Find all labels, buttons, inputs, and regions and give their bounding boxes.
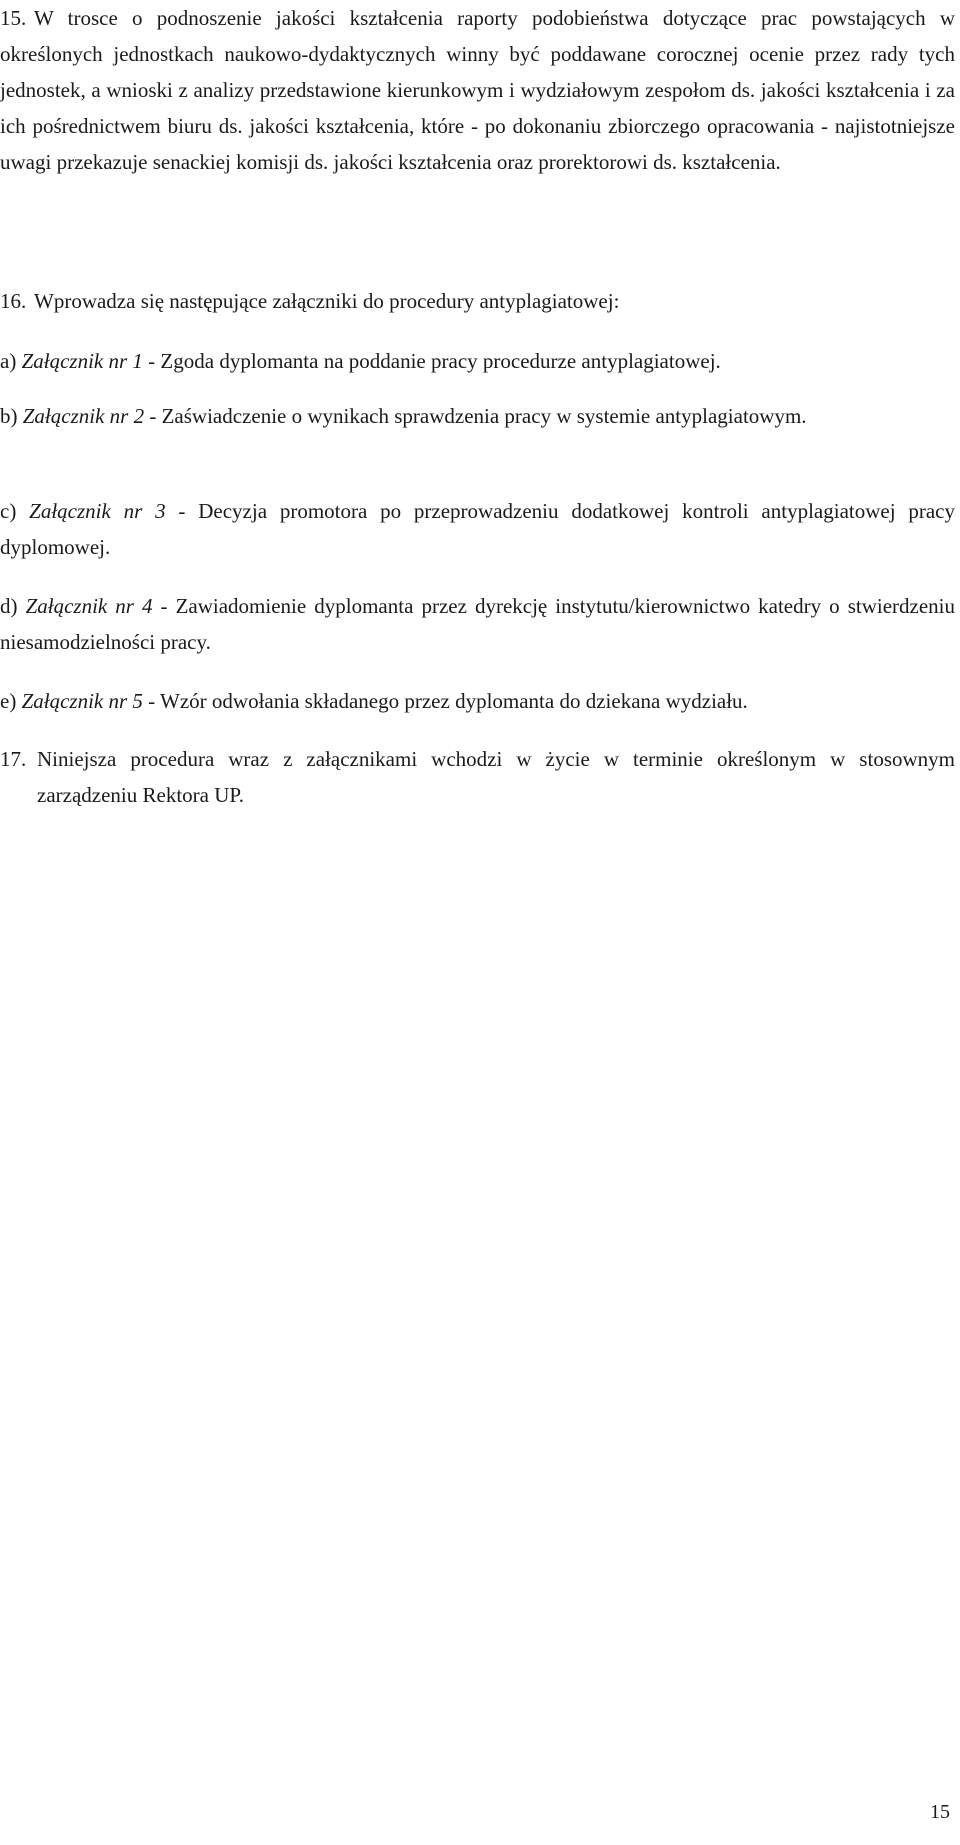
section-16	[0, 283, 955, 319]
attachment-a-label: Załącznik nr 1	[21, 349, 143, 373]
attachment-d-text: - Zawiadomienie dyplomanta przez dyrekcję instytutu/kierownictwo katedry o stwierdzeniu niesamodzielności pracy.	[0, 594, 956, 654]
attachment-c	[0, 493, 955, 565]
section-15	[0, 0, 955, 180]
attachment-c-letter: c)	[0, 499, 17, 523]
attachment-c-text: - Decyzja promotora po przeprowadzeniu dodatkowej kontroli antyplagiatowej pracy dyplomowej.	[0, 499, 955, 559]
attachment-b-label: Załącznik nr 2	[22, 404, 145, 428]
attachment-b	[0, 398, 955, 434]
page-number: 15	[930, 1801, 950, 1823]
attachment-d-label: Załącznik nr 4	[25, 594, 153, 618]
attachment-a-letter: a)	[0, 349, 17, 373]
attachment-e-letter: e)	[0, 689, 17, 713]
section-15-text: W trosce o podnoszenie jakości kształcenia raporty podobieństwa dotyczące prac powstających w określonych jednostkach naukowo-dydaktycznych winny być poddawane corocznej ocenie przez rady tych jednostek, a wnioski z analizy przedstawione kierunkowym i wydziałowym zespołom ds. jakości kształcenia i za ich pośrednictwem biuru ds. jakości kształcenia, które - po dokonaniu zbiorczego opracowania - najistotniejsze uwagi przekazuje senackiej komisji ds. jakości kształcenia oraz prorektorowi ds. kształcenia.	[0, 6, 955, 174]
section-17-number: 17.	[0, 747, 27, 771]
section-16-text: Wprowadza się następujące załączniki do procedury antyplagiatowej:	[34, 289, 620, 313]
attachment-b-letter: b)	[0, 404, 18, 428]
section-17	[0, 741, 955, 813]
attachment-e	[0, 683, 955, 719]
attachment-e-label: Załącznik nr 5	[21, 689, 143, 713]
attachment-d-letter: d)	[0, 594, 18, 618]
attachment-c-label: Załącznik nr 3	[29, 499, 166, 523]
attachment-e-text: - Wzór odwołania składanego przez dyplomanta do dziekana wydziału.	[142, 689, 748, 713]
section-15-number: 15.	[0, 6, 27, 30]
section-16-number: 16.	[0, 289, 27, 313]
attachment-d	[0, 588, 955, 660]
attachment-b-text: - Zaświadczenie o wynikach sprawdzenia pracy w systemie antyplagiatowym.	[144, 404, 807, 428]
attachment-a	[0, 343, 955, 379]
section-17-text: Niniejsza procedura wraz z załącznikami wchodzi w życie w terminie określonym w stosownym zarządzeniu Rektora UP.	[37, 747, 955, 807]
attachment-a-text: - Zgoda dyplomanta na poddanie pracy procedurze antyplagiatowej.	[142, 349, 721, 373]
